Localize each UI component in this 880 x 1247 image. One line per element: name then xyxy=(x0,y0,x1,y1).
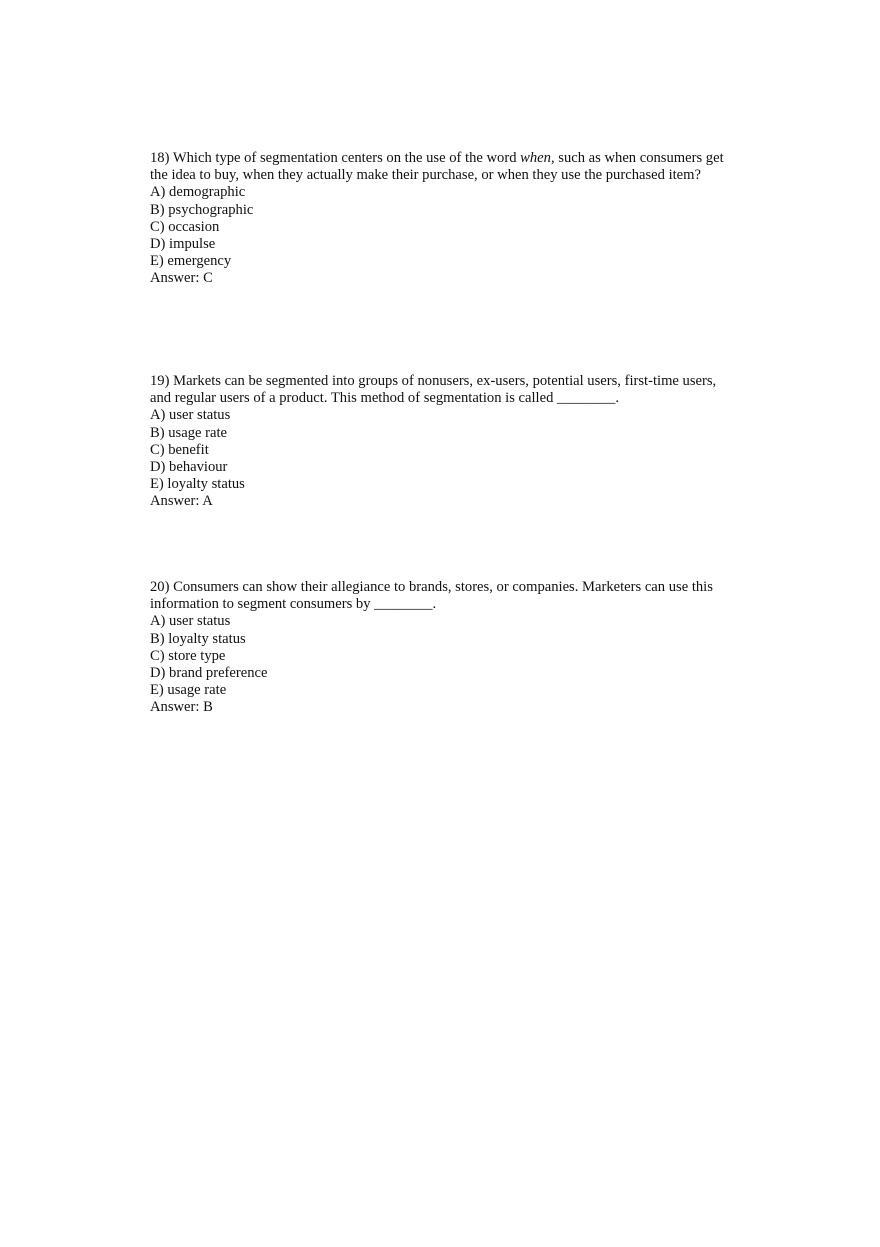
answer-options xyxy=(150,613,735,699)
option-d: D) impulse xyxy=(150,236,216,253)
stem-text: 18) Which type of segmentation centers on the use of the word xyxy=(150,150,521,166)
answer-options xyxy=(150,407,735,493)
option-c: C) store type xyxy=(150,647,226,664)
option-b: B) usage rate xyxy=(150,424,227,441)
option-d: D) brand preference xyxy=(150,665,268,682)
answer-line: Answer: C xyxy=(150,270,213,287)
option-a: A) user status xyxy=(150,613,231,630)
option-a: A) user status xyxy=(150,407,231,424)
question-18 xyxy=(150,150,735,288)
option-e: E) emergency xyxy=(150,253,232,270)
answer-line: Answer: B xyxy=(150,699,213,716)
option-e: E) usage rate xyxy=(150,682,227,699)
option-b: B) loyalty status xyxy=(150,630,246,647)
option-a: A) demographic xyxy=(150,184,246,201)
question-stem: 20) Consumers can show their allegiance to brands, stores, or companies. Marketers can use this information to segment consumers by ________. xyxy=(150,579,713,613)
question-20 xyxy=(150,579,735,717)
option-c: C) benefit xyxy=(150,441,209,458)
answer-line: Answer: A xyxy=(150,493,213,510)
option-d: D) behaviour xyxy=(150,459,228,476)
question-stem xyxy=(150,150,735,184)
option-c: C) occasion xyxy=(150,218,220,235)
option-e: E) loyalty status xyxy=(150,476,245,493)
stem-text-continued: such as when consumers get the idea to buy, when they actually make their purchase, or when they use the purchased item? xyxy=(150,150,724,184)
option-b: B) psychographic xyxy=(150,201,254,218)
question-19 xyxy=(150,373,735,511)
answer-options xyxy=(150,184,735,270)
question-stem: 19) Markets can be segmented into groups of nonusers, ex-users, potential users, first-time users, and regular users of a product. This method of segmentation is called ________. xyxy=(150,373,717,407)
stem-emphasis: when, xyxy=(520,150,555,166)
